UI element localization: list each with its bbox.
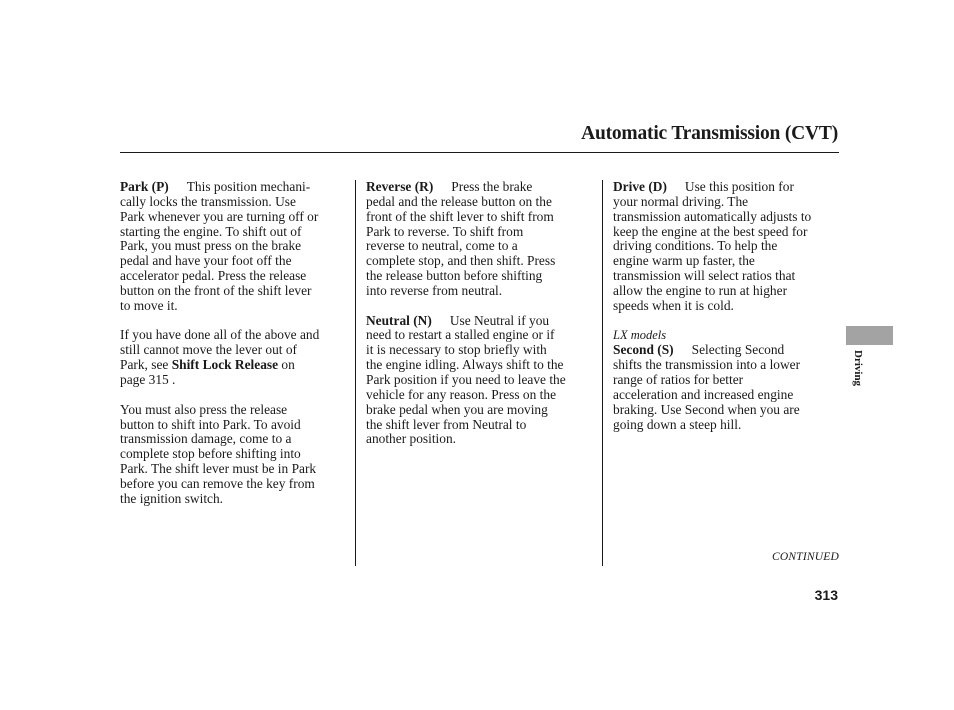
second-text: Selecting Second shifts the transmission into a lower range of ratios for better acceleration and increased engine braking. Use Second when you are going down a steep hill. <box>613 342 801 432</box>
reverse-heading: Reverse (R) <box>366 179 434 194</box>
drive-heading: Drive (D) <box>613 179 667 194</box>
neutral-paragraph <box>366 314 594 448</box>
park-paragraph <box>120 180 348 314</box>
shift-lock-text-before: If you have done all of the above and still cannot move the lever out of Park, see <box>120 327 320 373</box>
section-tab <box>846 326 893 345</box>
column-3 <box>613 180 841 432</box>
column-1 <box>120 180 348 507</box>
reverse-text: Press the brake pedal and the release button on the front of the shift lever to shift from Park to reverse. To shift from reverse to neutral, come to a complete stop, and then shift. Press the release button before shifting into reverse from neutral. <box>366 179 556 298</box>
column-divider <box>602 180 603 566</box>
park-heading: Park (P) <box>120 179 169 194</box>
shift-lock-paragraph <box>120 328 348 387</box>
second-heading: Second (S) <box>613 342 674 358</box>
column-divider <box>355 180 356 566</box>
park-text: This position mechani- cally locks the transmission. Use Park whenever you are turning off or starting the engine. To shift out of Park, you must press on the brake pedal and have your foot off the accelerator pedal. Press the release button on the front of the shift lever to move it. <box>120 179 319 313</box>
neutral-heading: Neutral (N) <box>366 312 432 328</box>
page-title: Automatic Transmission (CVT) <box>581 123 838 144</box>
continued-label: CONTINUED <box>772 551 839 563</box>
lx-models-note: LX models <box>613 328 667 343</box>
shift-lock-release-reference: Shift Lock Release <box>171 357 279 373</box>
drive-text: Use this position for your normal driving. The transmission automatically adjusts to keep the engine at the best speed for driving conditions. To help the engine warm up faster, the transmission will select ratios that allow the engine to run at higher speeds when it is cold. <box>613 179 812 313</box>
shift-lock-text-after: on page 315 . <box>120 357 295 387</box>
section-tab-label: Driving <box>852 350 864 387</box>
neutral-text: Use Neutral if you need to restart a stalled engine or if it is necessary to stop briefly with the engine idling. Always shift to the Park position if you need to leave the vehicle for any reason. Press on the brake pedal when you are moving the shift lever from Neutral to another position. <box>366 312 566 447</box>
second-paragraph <box>613 343 841 432</box>
reverse-paragraph <box>366 180 594 299</box>
page-number: 313 <box>814 587 838 603</box>
drive-paragraph <box>613 180 841 314</box>
title-divider <box>120 152 839 153</box>
release-button-paragraph: You must also press the release button to shift into Park. To avoid transmission damage, come to a complete stop before shifting into Park. The shift lever must be in Park before you can remove the key from the ignition switch. <box>120 401 317 506</box>
column-2 <box>366 180 594 447</box>
